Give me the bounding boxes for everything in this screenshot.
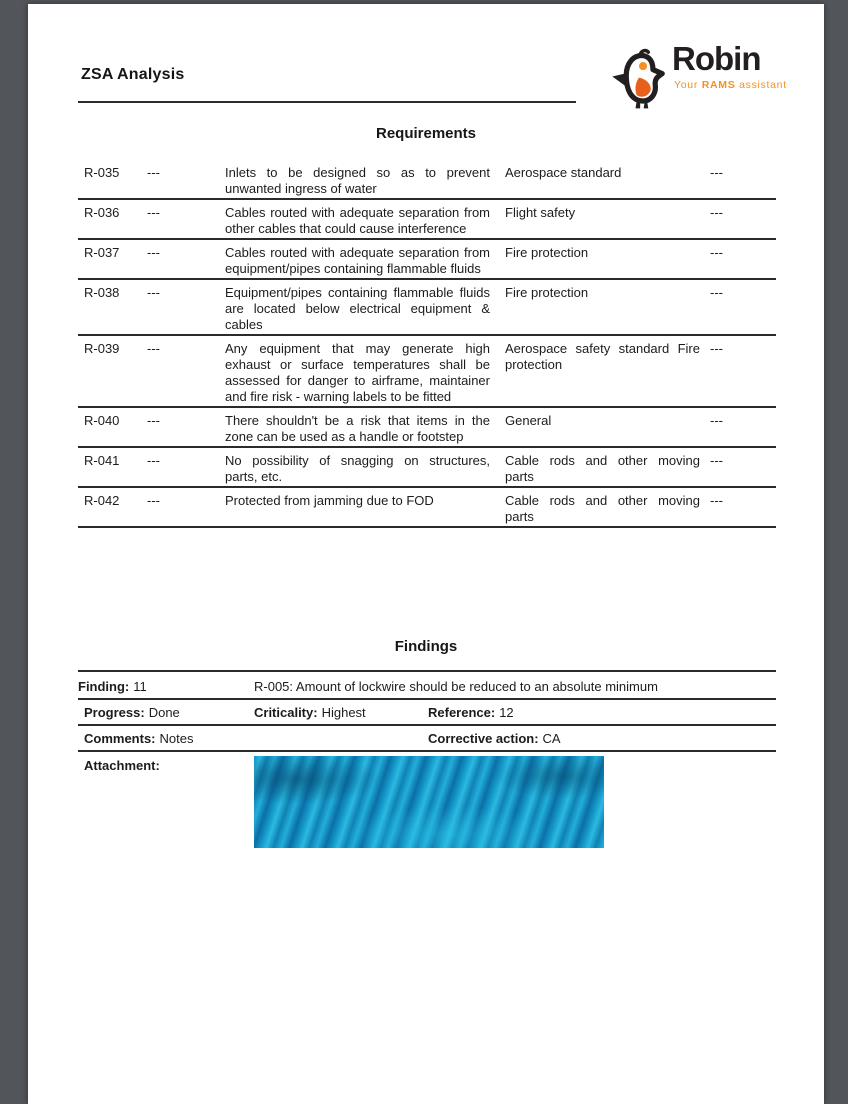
requirement-reference-cell: --- bbox=[710, 407, 776, 447]
requirement-id-cell: R-041 bbox=[78, 447, 147, 487]
robin-tagline bbox=[674, 79, 787, 91]
requirement-reference-cell: --- bbox=[710, 239, 776, 279]
requirement-id-cell: R-042 bbox=[78, 487, 147, 527]
reference-value: 12 bbox=[499, 705, 514, 720]
requirement-description-cell: Cables routed with adequate separation from equipment/pipes containing flammable fluids bbox=[225, 239, 505, 279]
progress-label: Progress: bbox=[84, 705, 145, 720]
requirement-id-cell: R-035 bbox=[78, 160, 147, 199]
requirement-category-cell: Cable rods and other moving parts bbox=[505, 487, 710, 527]
requirement-placeholder-cell: --- bbox=[147, 279, 225, 335]
document-page bbox=[28, 4, 824, 1104]
requirement-id-cell: R-036 bbox=[78, 199, 147, 239]
requirement-row bbox=[78, 407, 776, 447]
requirement-category-cell: Aerospace safety standard Fire protection bbox=[505, 335, 710, 407]
comments-label: Comments: bbox=[84, 731, 156, 746]
reference-label: Reference: bbox=[428, 705, 496, 720]
requirement-category-cell: General bbox=[505, 407, 710, 447]
tagline-emphasis: RAMS bbox=[701, 79, 736, 91]
attachment-label-cell bbox=[78, 751, 254, 852]
requirement-description-cell: Any equipment that may generate high exhaust or surface temperatures shall be assessed for danger to airframe, maintainer and fire risk - warning labels to be fitted bbox=[225, 335, 505, 407]
requirement-category-cell: Fire protection bbox=[505, 279, 710, 335]
criticality-cell bbox=[254, 699, 428, 725]
criticality-value: Highest bbox=[321, 705, 366, 720]
attachment-label: Attachment: bbox=[84, 758, 160, 773]
requirement-category-cell: Aerospace standard bbox=[505, 160, 710, 199]
requirement-description-cell: Inlets to be designed so as to prevent unwanted ingress of water bbox=[225, 160, 505, 199]
requirement-placeholder-cell: --- bbox=[147, 160, 225, 199]
corrective-action-label: Corrective action: bbox=[428, 731, 539, 746]
finding-comments-row bbox=[78, 725, 776, 751]
requirements-table-body bbox=[78, 160, 776, 527]
requirement-category-cell: Fire protection bbox=[505, 239, 710, 279]
requirement-row bbox=[78, 335, 776, 407]
requirement-row bbox=[78, 279, 776, 335]
requirement-placeholder-cell: --- bbox=[147, 199, 225, 239]
finding-status-row bbox=[78, 699, 776, 725]
requirement-row bbox=[78, 447, 776, 487]
requirement-description-cell: Cables routed with adequate separation from other cables that could cause interference bbox=[225, 199, 505, 239]
finding-header-row bbox=[78, 671, 776, 699]
requirement-reference-cell: --- bbox=[710, 447, 776, 487]
page-title: ZSA Analysis bbox=[81, 66, 185, 83]
requirement-category-cell: Flight safety bbox=[505, 199, 710, 239]
requirement-description-cell: There shouldn't be a risk that items in the zone can be used as a handle or footstep bbox=[225, 407, 505, 447]
robin-bird-icon bbox=[610, 48, 668, 112]
findings-table bbox=[78, 670, 776, 852]
findings-heading: Findings bbox=[394, 638, 458, 655]
robin-logo bbox=[610, 40, 787, 112]
requirement-placeholder-cell: --- bbox=[147, 239, 225, 279]
requirement-placeholder-cell: --- bbox=[147, 447, 225, 487]
robin-brand-text: Robin bbox=[672, 40, 761, 77]
finding-description-cell: R-005: Amount of lockwire should be reduced to an absolute minimum bbox=[254, 671, 776, 699]
corrective-action-cell bbox=[428, 725, 776, 751]
requirement-category-cell: Cable rods and other moving parts bbox=[505, 447, 710, 487]
corrective-action-value: CA bbox=[542, 731, 561, 746]
requirements-heading: Requirements bbox=[375, 125, 477, 142]
requirement-description-cell: No possibility of snagging on structures, parts, etc. bbox=[225, 447, 505, 487]
attachment-cell bbox=[254, 751, 776, 852]
requirement-placeholder-cell: --- bbox=[147, 487, 225, 527]
requirement-row bbox=[78, 199, 776, 239]
tagline-prefix: Your bbox=[674, 79, 699, 91]
requirement-reference-cell: --- bbox=[710, 335, 776, 407]
requirement-placeholder-cell: --- bbox=[147, 335, 225, 407]
requirement-id-cell: R-038 bbox=[78, 279, 147, 335]
requirements-table bbox=[78, 160, 776, 528]
criticality-label: Criticality: bbox=[254, 705, 318, 720]
requirement-reference-cell: --- bbox=[710, 279, 776, 335]
requirement-id-cell: R-037 bbox=[78, 239, 147, 279]
requirement-reference-cell: --- bbox=[710, 199, 776, 239]
requirement-row bbox=[78, 487, 776, 527]
tagline-suffix: assistant bbox=[739, 79, 787, 91]
finding-label: Finding: bbox=[78, 679, 130, 694]
requirement-description-cell: Protected from jamming due to FOD bbox=[225, 487, 505, 527]
reference-cell bbox=[428, 699, 776, 725]
requirement-description-cell: Equipment/pipes containing flammable fluids are located below electrical equipment & cables bbox=[225, 279, 505, 335]
finding-value: 11 bbox=[133, 679, 147, 694]
progress-value: Done bbox=[148, 705, 180, 720]
attachment-image bbox=[254, 756, 604, 848]
finding-attachment-row bbox=[78, 751, 776, 852]
title-divider bbox=[78, 101, 576, 103]
robin-wordmark bbox=[672, 40, 787, 91]
requirement-reference-cell: --- bbox=[710, 160, 776, 199]
comments-cell bbox=[78, 725, 428, 751]
comments-value: Notes bbox=[159, 731, 194, 746]
finding-number-cell bbox=[78, 671, 254, 699]
requirement-reference-cell: --- bbox=[710, 487, 776, 527]
requirement-row bbox=[78, 239, 776, 279]
progress-cell bbox=[78, 699, 254, 725]
requirement-id-cell: R-040 bbox=[78, 407, 147, 447]
requirement-placeholder-cell: --- bbox=[147, 407, 225, 447]
requirement-row bbox=[78, 160, 776, 199]
requirement-id-cell: R-039 bbox=[78, 335, 147, 407]
